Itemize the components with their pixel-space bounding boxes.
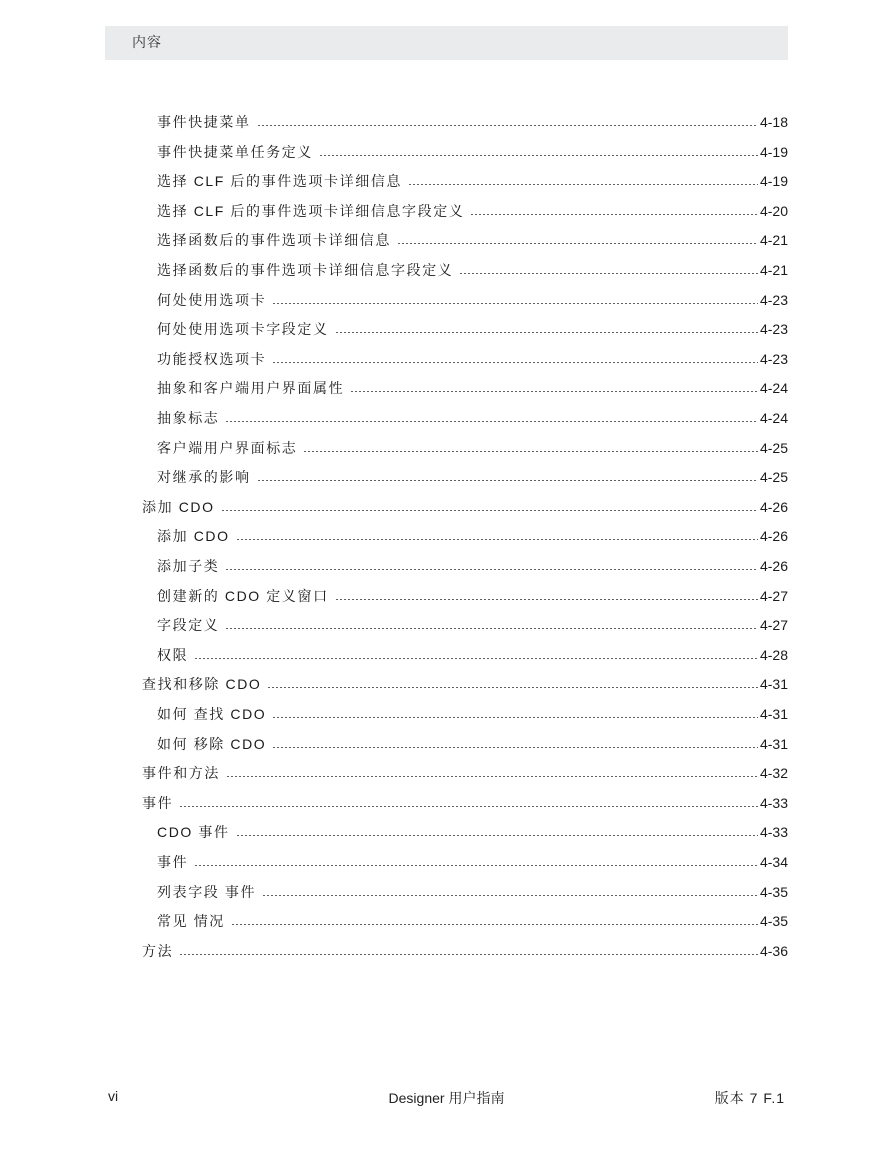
toc-entry[interactable] — [157, 879, 788, 901]
toc-entry-label: 权限 — [157, 646, 189, 663]
toc-entry[interactable] — [157, 375, 788, 397]
toc-entry-page: 4-23 — [759, 291, 788, 308]
toc-entry-label: 抽象和客户端用户界面属性 — [157, 380, 345, 397]
toc-entry-label: 选择 CLF 后的事件选项卡详细信息字段定义 — [157, 202, 465, 219]
toc-entry[interactable] — [142, 938, 788, 960]
toc-entry[interactable] — [142, 760, 788, 782]
toc-entry-page: 4-36 — [759, 942, 788, 959]
toc-entry-label: 方法 — [142, 942, 174, 959]
toc-dot-leader — [262, 895, 758, 896]
toc-entry-page: 4-19 — [759, 143, 788, 160]
toc-entry-label: 对继承的影响 — [157, 469, 251, 486]
header-band — [105, 26, 788, 60]
toc-entry-page: 4-26 — [759, 558, 788, 574]
toc-dot-leader — [179, 806, 758, 807]
toc-entry[interactable] — [157, 109, 788, 131]
toc-entry-label: 选择函数后的事件选项卡详细信息 — [157, 232, 391, 249]
toc-dot-leader — [194, 865, 758, 866]
toc-entry-page: 4-28 — [759, 646, 788, 663]
toc-entry-page: 4-21 — [759, 232, 788, 249]
toc-entry-label: 事件快捷菜单 — [157, 114, 251, 130]
toc-entry-label: 如何 移除 CDO — [157, 735, 267, 752]
footer-page-number: vi — [108, 1088, 119, 1104]
toc-dot-leader — [272, 747, 758, 748]
toc-entry[interactable] — [157, 198, 788, 220]
toc-dot-leader — [236, 835, 758, 836]
toc-entry-label: 事件 — [142, 794, 174, 811]
toc-dot-leader — [335, 599, 758, 600]
toc-dot-leader — [272, 717, 758, 718]
toc-entry-page: 4-33 — [759, 824, 788, 841]
toc-dot-leader — [225, 628, 758, 629]
toc-entry[interactable] — [157, 908, 788, 930]
toc-entry[interactable] — [157, 346, 788, 368]
toc-entry[interactable] — [157, 612, 788, 634]
toc-entry[interactable] — [157, 316, 788, 338]
toc-entry[interactable] — [157, 405, 788, 427]
toc-entry-page: 4-35 — [759, 883, 788, 900]
toc-dot-leader — [408, 184, 758, 185]
toc-entry-page: 4-27 — [759, 587, 788, 604]
toc-entry-label: 事件 — [157, 854, 189, 870]
toc-entry-page: 4-31 — [759, 706, 788, 722]
toc-entry[interactable] — [142, 671, 788, 693]
toc-entry-page: 4-20 — [759, 202, 788, 219]
toc-entry[interactable] — [157, 583, 788, 605]
toc-entry[interactable] — [157, 819, 788, 841]
toc-entry-page: 4-33 — [759, 794, 788, 811]
footer-book-title: Designer 用户指南 — [388, 1090, 505, 1106]
toc-entry-page: 4-31 — [759, 676, 788, 693]
toc-dot-leader — [470, 214, 758, 215]
toc-entry-page: 4-34 — [759, 854, 788, 870]
toc-entry-label: 事件和方法 — [142, 765, 220, 782]
toc-entry[interactable] — [157, 464, 788, 486]
toc-entry[interactable] — [157, 642, 788, 664]
toc-entry-page: 4-35 — [759, 913, 788, 930]
toc-dot-leader — [397, 243, 758, 244]
toc-entry-label: 事件快捷菜单任务定义 — [157, 143, 313, 160]
toc-entry-page: 4-31 — [759, 735, 788, 752]
toc-dot-leader — [459, 273, 758, 274]
toc-dot-leader — [350, 391, 758, 392]
toc-entry[interactable] — [157, 553, 788, 575]
toc-entry-label: 常见 情况 — [157, 913, 225, 930]
toc-entry[interactable] — [157, 849, 788, 871]
toc-entry-label: 何处使用选项卡字段定义 — [157, 321, 329, 338]
toc-dot-leader — [231, 924, 758, 925]
toc-entry-label: 添加 CDO — [157, 528, 230, 545]
toc-dot-leader — [236, 539, 758, 540]
toc-entry-label: 创建新的 CDO 定义窗口 — [157, 587, 329, 604]
toc-dot-leader — [257, 125, 758, 126]
toc-entry-label: 添加子类 — [157, 558, 220, 574]
toc-entry-label: 客户端用户界面标志 — [157, 439, 298, 456]
toc-entry-label: 功能授权选项卡 — [157, 350, 267, 367]
toc-entry-page: 4-21 — [759, 262, 788, 278]
footer-version: 版本 7 F.1 — [714, 1090, 785, 1106]
toc-entry-label: 字段定义 — [157, 617, 220, 634]
toc-dot-leader — [272, 362, 758, 363]
toc-entry-label: 选择 CLF 后的事件选项卡详细信息 — [157, 173, 403, 190]
toc-entry-page: 4-25 — [759, 469, 788, 486]
toc-entry-page: 4-23 — [759, 321, 788, 338]
toc-dot-leader — [272, 303, 758, 304]
toc-dot-leader — [319, 155, 758, 156]
toc-entry-label: 如何 查找 CDO — [157, 706, 267, 722]
toc-entry-page: 4-23 — [759, 350, 788, 367]
toc-entry-label: 列表字段 事件 — [157, 883, 257, 900]
toc-dot-leader — [335, 332, 758, 333]
header-title: 内容 — [132, 34, 162, 50]
toc-entry[interactable] — [142, 494, 788, 516]
toc-dot-leader — [221, 510, 758, 511]
toc-dot-leader — [303, 451, 758, 452]
toc-dot-leader — [225, 569, 758, 570]
toc-entry-label: CDO 事件 — [157, 824, 230, 841]
toc-entry-label: 添加 CDO — [142, 498, 215, 515]
toc-entry[interactable] — [157, 257, 788, 279]
toc-entry-page: 4-19 — [759, 173, 788, 190]
toc-entry-page: 4-24 — [759, 410, 788, 426]
toc-entry-page: 4-32 — [759, 765, 788, 782]
toc-entry-label: 选择函数后的事件选项卡详细信息字段定义 — [157, 262, 454, 278]
toc-entry[interactable] — [142, 790, 788, 812]
toc-entry-page: 4-18 — [759, 114, 788, 130]
toc-entry[interactable] — [157, 731, 788, 753]
toc-entry-label: 何处使用选项卡 — [157, 291, 267, 308]
toc-entry-page: 4-25 — [759, 439, 788, 456]
toc-entry[interactable] — [157, 227, 788, 249]
toc-entry[interactable] — [157, 435, 788, 457]
toc-entry-label: 抽象标志 — [157, 410, 220, 426]
toc-entry-page: 4-26 — [759, 528, 788, 545]
toc-dot-leader — [257, 480, 758, 481]
toc-dot-leader — [179, 954, 758, 955]
toc-entry-page: 4-24 — [759, 380, 788, 397]
toc-dot-leader — [226, 776, 758, 777]
toc-entry[interactable] — [157, 523, 788, 545]
toc-dot-leader — [267, 687, 758, 688]
toc-entry-page: 4-26 — [759, 498, 788, 515]
toc-entry-label: 查找和移除 CDO — [142, 676, 262, 693]
toc-entry[interactable] — [157, 139, 788, 161]
toc-dot-leader — [194, 658, 758, 659]
toc-entry[interactable] — [157, 701, 788, 723]
toc-entry[interactable] — [157, 287, 788, 309]
toc-dot-leader — [225, 421, 758, 422]
toc-entry[interactable] — [157, 168, 788, 190]
toc-entry-page: 4-27 — [759, 617, 788, 634]
